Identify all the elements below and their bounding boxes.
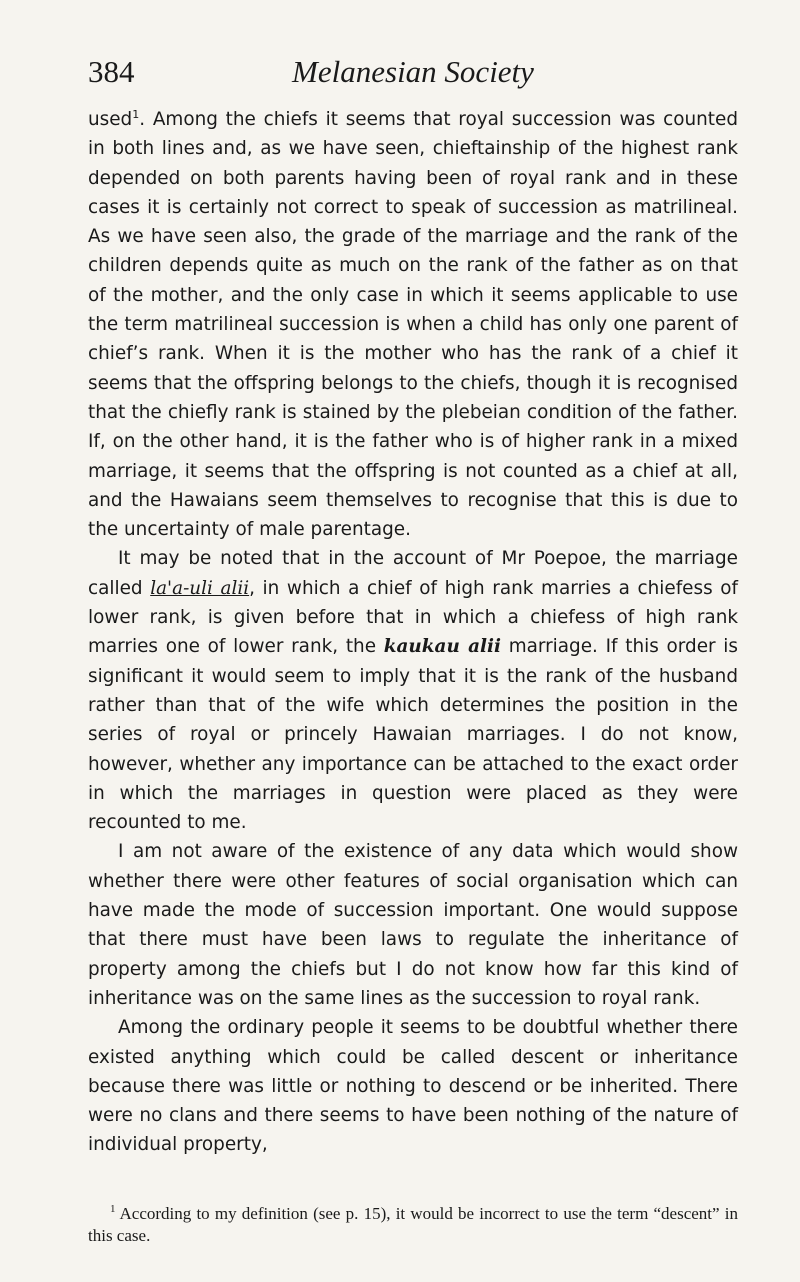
paragraph-4: Among the ordinary people it seems to be doubtful whether there existed anything which could be called descent or inheritance because there was little or nothing to descend or be inherited. There were no clans and there seems to have been nothing of the nature of individual property, bbox=[88, 1017, 738, 1156]
p2-a: It may be noted that in the account of Mr Poepoe, the marriage called bbox=[88, 548, 738, 599]
paragraph-3: I am not aware of the existence of any data which would show whether there were other features of social organisation which can have made the mode of succession important. One would suppose that there must have been laws to regulate the inheritance of property among the chiefs but I do not know how far this kind of inheritance was on the same lines as the succession to royal rank. bbox=[88, 841, 738, 1009]
p2-b: , in which a chief of high rank marries a chiefess of lower rank, is given before that in which a chiefess of high rank marries one of lower rank, the bbox=[88, 577, 738, 658]
running-title: Melanesian Society bbox=[292, 54, 534, 89]
page-header bbox=[88, 52, 738, 92]
body-text bbox=[88, 105, 738, 1160]
p1-rest: . Among the chiefs it seems that royal succession was counted in both lines and, as we have seen, chieftainship of the highest rank depended on both parents having been of royal rank and in these cases it is certainly not correct to speak of succession as matrilineal. As we have seen also, the grade of the marriage and the rank of the children depends quite as much on the rank of the father as on that of the mother, and the only case in which it seems applicable to use the term matrilineal succession is when a child has only one parent of chief’s rank. When it is the mother who has the rank of a chief it seems that the offspring belongs to the chiefs, though it is recognised that the chiefly rank is stained by the plebeian condition of the father. If, on the other hand, it is the father who is of higher rank in a mixed marriage, it seems that the offspring is not counted as a chief at all, and the Hawaians seem themselves to recognise that this is due to the uncertainty of male parentage. bbox=[88, 109, 738, 541]
footnote-ref: 1 bbox=[132, 107, 140, 121]
p2-c: marriage. If this order is significant it would seem to imply that it is the rank of the husband rather than that of the wife which determines the position in the series of royal or princely Hawaian marriages. I do not know, however, whether any importance can be attached to the exact order in which the marriages in question were placed as they were recounted to me. bbox=[88, 636, 738, 834]
footnote-mark: 1 bbox=[110, 1203, 116, 1216]
term-kaukau-alii: kaukau alii bbox=[383, 636, 501, 658]
page-number: 384 bbox=[88, 54, 135, 89]
footnote bbox=[88, 1203, 738, 1247]
paragraph-2 bbox=[88, 544, 738, 837]
p1-start: used bbox=[88, 109, 133, 130]
paragraph-1 bbox=[88, 105, 738, 544]
term-laa-uli-alii: la'a-uli alii bbox=[150, 577, 250, 599]
footnote-text: According to my definition (see p. 15), it would be incorrect to use the term “descent” in this case. bbox=[88, 1204, 738, 1245]
